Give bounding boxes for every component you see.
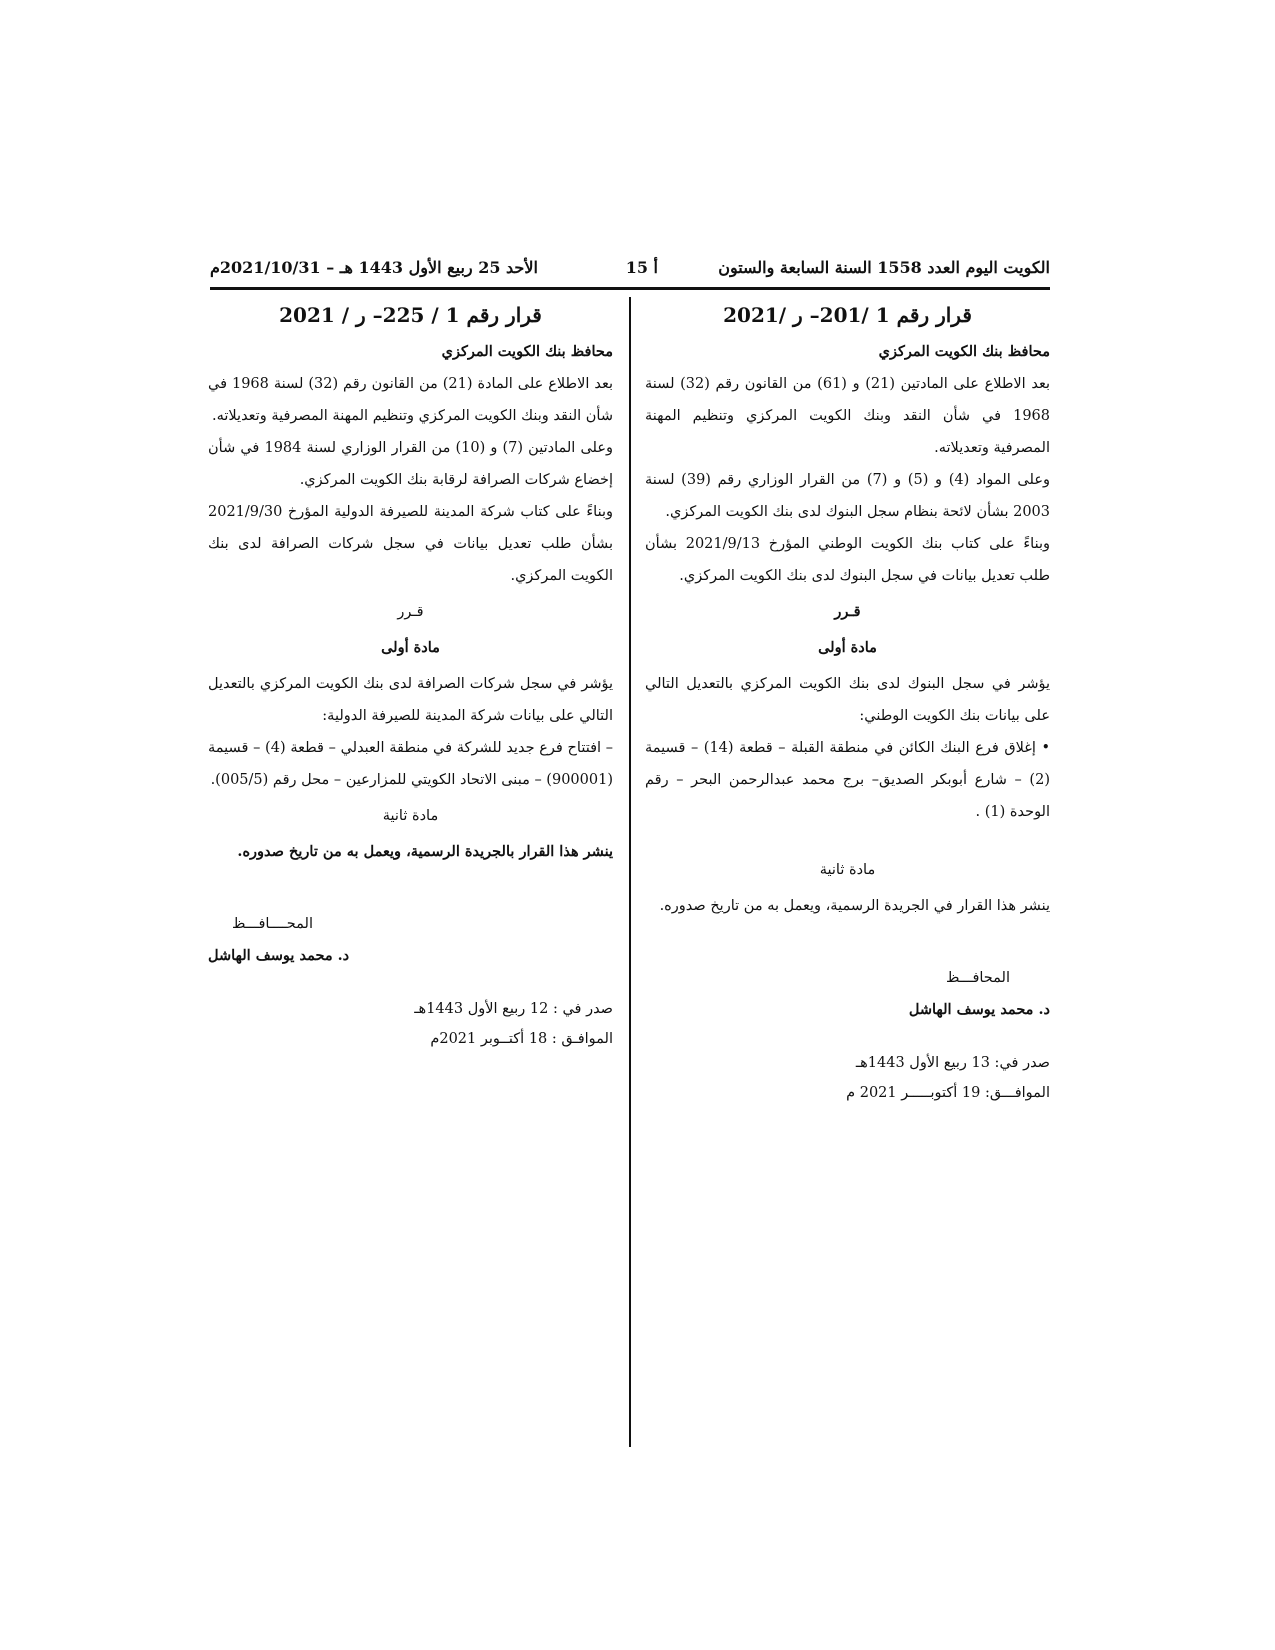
decision-title: قرار رقم 1 / 225– ر / 2021	[279, 303, 542, 327]
paragraph: وعلى المواد (4) و (5) و (7) من القرار الوزاري رقم (39) لسنة 2003 بشأن لائحة بنظام سجل البنوك لدى بنك الكويت المركزي.	[645, 472, 1050, 520]
paragraph: وعلى المادتين (7) و (10) من القرار الوزاري لسنة 1984 في شأن إخضاع شركات الصرافة لرقابة بنك الكويت المركزي.	[208, 440, 613, 488]
article-title: مادة ثانية	[819, 862, 876, 878]
issued-date-hijri: صدر في : 12 ربيع الأول 1443هـ	[414, 1001, 613, 1017]
decided-heading: قـرر	[397, 604, 424, 620]
paragraph: بعد الاطلاع على المادتين (21) و (61) من القانون رقم (32) لسنة 1968 في شأن النقد وبنك الكويت المركزي وتنظيم المهنة المصرفية وتعديلاته.	[645, 376, 1050, 456]
paragraph: وبناءً على كتاب شركة المدينة للصيرفة الدولية المؤرخ 2021/9/30 بشأن طلب تعديل بيانات في سجل شركات الصرافة لدى بنك الكويت المركزي.	[208, 504, 613, 584]
signatory-title: المحافـــظ	[945, 970, 1010, 986]
signatory-name: د. محمد يوسف الهاشل	[208, 947, 350, 964]
article-text: يؤشر في سجل شركات الصرافة لدى بنك الكويت المركزي بالتعديل التالي على بيانات شركة المدينة للصيرفة الدولية:	[208, 676, 613, 724]
article-text: ينشر هذا القرار في الجريدة الرسمية، ويعمل به من تاريخ صدوره.	[659, 898, 1050, 914]
header-date: الأحد 25 ربيع الأول 1443 هـ – 2021/10/31م	[210, 258, 538, 277]
paragraph: وبناءً على كتاب بنك الكويت الوطني المؤرخ 2021/9/13 بشأن طلب تعديل بيانات في سجل البنوك لدى بنك الكويت المركزي.	[645, 536, 1050, 584]
decision-225-column	[208, 300, 613, 1054]
article-text: يؤشر في سجل البنوك لدى بنك الكويت المركزي بالتعديل التالي على بيانات بنك الكويت الوطني:	[645, 676, 1050, 724]
gazette-issue-info: الكويت اليوم العدد 1558 السنة السابعة والستون	[718, 258, 1050, 277]
signatory-name: د. محمد يوسف الهاشل	[908, 1001, 1050, 1018]
issuer: محافظ بنك الكويت المركزي	[441, 343, 613, 360]
issued-date-gregorian: الموافـق : 18 أكتــوبر 2021م	[430, 1031, 613, 1047]
header-rule	[210, 287, 1050, 290]
article-text: ينشر هذا القرار بالجريدة الرسمية، ويعمل به من تاريخ صدوره.	[237, 843, 613, 860]
article-item: – افتتاح فرع جديد للشركة في منطقة العبدلي – قطعة (4) – قسيمة (900001) – مبنى الاتحاد الكويتي للمزارعين – محل رقم (005/5).	[208, 740, 613, 788]
paragraph: بعد الاطلاع على المادة (21) من القانون رقم (32) لسنة 1968 في شأن النقد وبنك الكويت المركزي وتنظيم المهنة المصرفية وتعديلاته.	[208, 376, 613, 424]
column-divider	[629, 297, 631, 1447]
page-header	[210, 258, 1050, 282]
issued-date-gregorian: الموافـــق: 19 أكتوبـــــر 2021 م	[846, 1085, 1050, 1101]
signatory-title: المحــــافـــظ	[231, 916, 313, 932]
issuer: محافظ بنك الكويت المركزي	[878, 343, 1050, 360]
decision-201-column	[645, 300, 1050, 1108]
article-title: مادة أولى	[818, 639, 877, 656]
page-number: أ 15	[625, 258, 658, 277]
decision-title: قرار رقم 1 /201– ر /2021	[723, 303, 972, 327]
article-title: مادة ثانية	[382, 808, 439, 824]
issued-date-hijri: صدر في: 13 ربيع الأول 1443هـ	[855, 1055, 1050, 1071]
article-title: مادة أولى	[381, 639, 440, 656]
article-bullet: • إغلاق فرع البنك الكائن في منطقة القبلة – قطعة (14) – قسيمة (2) – شارع أبوبكر الصديق– برج محمد عبدالرحمن البحر – رقم الوحدة (1) .	[645, 732, 1050, 828]
decided-heading: قـرر	[834, 603, 861, 620]
